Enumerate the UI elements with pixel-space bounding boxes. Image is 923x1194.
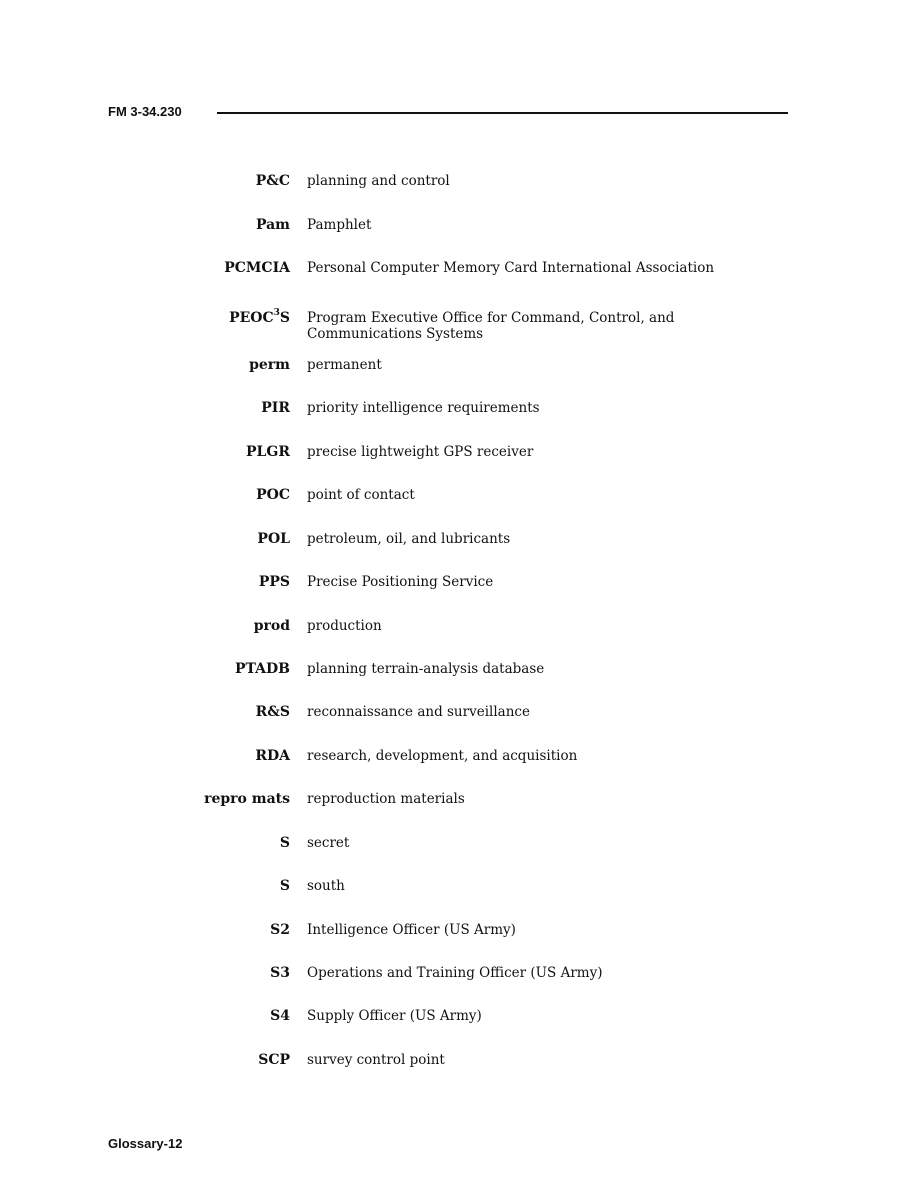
glossary-term: POL <box>257 531 290 547</box>
glossary-term: RDA <box>255 748 290 764</box>
glossary-term: PIR <box>261 400 290 416</box>
glossary-definition: permanent <box>307 357 382 373</box>
glossary-definition: south <box>307 878 345 894</box>
glossary-term: prod <box>253 618 290 634</box>
glossary-term: S <box>279 878 290 894</box>
glossary-term: PPS <box>258 574 290 590</box>
glossary-definition: Operations and Training Officer (US Army) <box>307 965 603 981</box>
glossary-definition: Supply Officer (US Army) <box>307 1008 482 1024</box>
glossary-term: perm <box>249 357 290 373</box>
glossary-definition: reproduction materials <box>307 791 465 807</box>
glossary-definition: priority intelligence requirements <box>307 400 540 416</box>
glossary-definition: Program Executive Office for Command, Control, and Communications Systems <box>307 310 675 342</box>
glossary-term: POC <box>256 487 290 503</box>
glossary-term-base: PEOC <box>229 310 274 326</box>
glossary-definition: petroleum, oil, and lubricants <box>307 531 511 547</box>
glossary-definition: production <box>307 618 382 634</box>
glossary-term <box>229 310 290 326</box>
glossary-definition: Personal Computer Memory Card International Association <box>307 260 715 276</box>
document-id: FM 3-34.230 <box>108 104 182 119</box>
glossary-definition: Pamphlet <box>307 217 372 233</box>
glossary-term: S <box>279 835 290 851</box>
glossary-term: PCMCIA <box>224 260 290 276</box>
glossary-term: S4 <box>270 1008 290 1024</box>
glossary-term: S3 <box>270 965 290 981</box>
glossary-definition: Intelligence Officer (US Army) <box>307 922 516 938</box>
glossary-term: S2 <box>270 922 290 938</box>
glossary-definition: survey control point <box>307 1052 445 1068</box>
glossary-term: PLGR <box>246 444 290 460</box>
glossary-definition: secret <box>307 835 350 851</box>
glossary-definition: research, development, and acquisition <box>307 748 578 764</box>
glossary-definition: reconnaissance and surveillance <box>307 704 530 720</box>
glossary-term: SCP <box>258 1052 290 1068</box>
glossary-term: repro mats <box>204 791 290 807</box>
glossary-term-superscript: 3 <box>273 308 280 319</box>
glossary-term: P&C <box>255 173 290 189</box>
glossary-definition: point of contact <box>307 487 415 503</box>
glossary-term-tail: S <box>279 310 290 326</box>
page-number: Glossary-12 <box>108 1136 183 1151</box>
glossary-definition: Precise Positioning Service <box>307 574 494 590</box>
glossary-term: PTADB <box>234 661 290 677</box>
glossary-term: Pam <box>255 217 290 233</box>
header-rule <box>217 112 788 114</box>
glossary-definition: precise lightweight GPS receiver <box>307 444 534 460</box>
glossary-definition: planning and control <box>307 173 450 189</box>
glossary-definition: planning terrain-analysis database <box>307 661 545 677</box>
glossary-term: R&S <box>255 704 290 720</box>
